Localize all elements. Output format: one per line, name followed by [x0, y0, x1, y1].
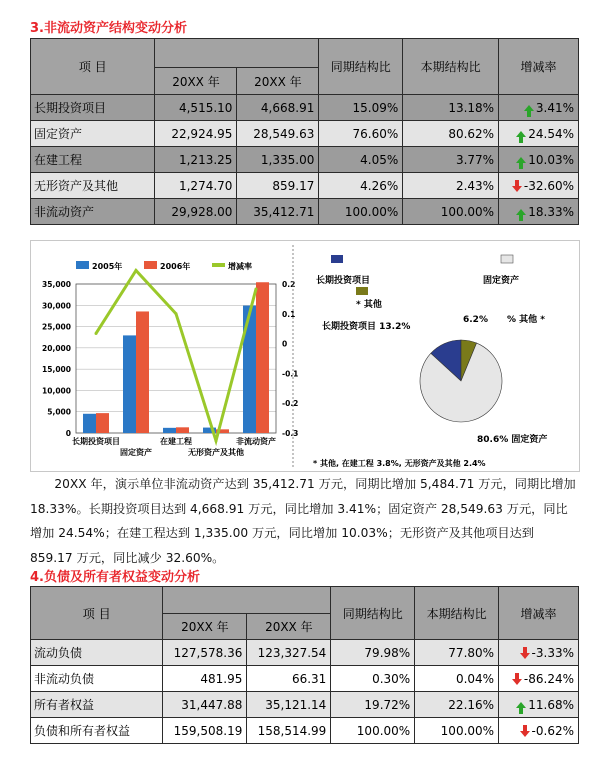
change-rate [499, 640, 579, 666]
value-year1: 22,924.95 [155, 121, 237, 147]
bar-2005 [243, 306, 256, 433]
x-tick-label: 长期投资项目 [72, 437, 120, 446]
y2-tick-label: 0 [282, 339, 288, 349]
value-year2: 35,412.71 [237, 199, 319, 225]
change-rate [499, 121, 579, 147]
change-rate-value: 10.03% [528, 152, 574, 167]
y-tick-label: 10,000 [42, 386, 71, 396]
legend-fixed-label: 固定资产 [483, 276, 520, 286]
change-rate-value: -3.33% [531, 645, 574, 660]
change-rate-value: 24.54% [528, 126, 574, 141]
header-change: 增减率 [499, 587, 579, 640]
header-change: 增减率 [499, 39, 579, 95]
header-blank [163, 587, 331, 614]
change-rate [499, 147, 579, 173]
header-cur-ratio: 本期结构比 [403, 39, 499, 95]
header-cur-ratio: 本期结构比 [415, 587, 499, 640]
header-blank [155, 39, 319, 68]
row-label: 流动负债 [31, 640, 163, 666]
cur-ratio: 3.77% [403, 147, 499, 173]
change-rate-point [215, 439, 218, 442]
y2-tick-label: -0.2 [282, 399, 299, 409]
y-tick-label: 25,000 [42, 322, 71, 332]
table-row [31, 640, 579, 666]
legend-2006-swatch [144, 261, 157, 269]
y2-tick-label: -0.1 [282, 369, 299, 379]
analysis-paragraph: 20XX 年，演示单位非流动资产达到 35,412.71 万元，同期比增加 5,484.71 万元，同期比增加 18.33%。长期投资项目达到 4,668.91 万元，同比增加 3.41%；固定资产 28,549.63 万元，同比增加 24.54%；在建工程达到 1,335.00 万元，同比增加 10.03%；无形资产及其他项目达到 859.17 万元，同比减少 32.60%。 [30, 477, 576, 565]
y-tick-label: 0 [65, 429, 71, 438]
value-year2: 158,514.99 [247, 718, 331, 744]
x-tick-label: 无形资产及其他 [188, 448, 244, 457]
change-rate [499, 173, 579, 199]
table-row [31, 95, 579, 121]
charts-svg [31, 241, 579, 471]
arrow-down-icon [512, 679, 522, 685]
arrow-up-icon [524, 105, 534, 111]
legend-change-swatch [212, 263, 225, 267]
legend-long-label: 长期投资项目 [316, 276, 371, 286]
change-rate-value: 11.68% [528, 697, 574, 712]
change-rate-point [95, 332, 98, 335]
y2-tick-label: 0.2 [282, 280, 296, 289]
pie-footnote: * 其他, 在建工程 3.8%, 无形资产及其他 2.4% [313, 459, 486, 468]
value-year1: 1,274.70 [155, 173, 237, 199]
legend-fixed-swatch [501, 255, 513, 263]
change-rate-value: -0.62% [531, 723, 574, 738]
arrow-down-icon [520, 653, 530, 659]
legend-change-label: 增减率 [228, 262, 252, 271]
header-year1: 20XX 年 [163, 614, 247, 640]
cur-ratio: 22.16% [415, 692, 499, 718]
pie-label-fixed: 80.6% 固定资产 [477, 435, 548, 445]
pie-other-name: % 其他 * [507, 315, 545, 325]
header-item: 项 目 [31, 587, 163, 640]
value-year2: 66.31 [247, 666, 331, 692]
change-rate [499, 666, 579, 692]
change-rate [499, 718, 579, 744]
liabilities-equity-table [30, 586, 579, 744]
x-tick-label: 在建工程 [160, 437, 192, 446]
bar-2005 [83, 414, 96, 433]
y-tick-label: 35,000 [42, 280, 71, 289]
value-year1: 1,213.25 [155, 147, 237, 173]
y-tick-label: 20,000 [42, 343, 71, 353]
y-tick-label: 5,000 [47, 407, 71, 417]
noncurrent-assets-table [30, 38, 579, 225]
value-year1: 29,928.00 [155, 199, 237, 225]
prev-ratio: 15.09% [319, 95, 403, 121]
arrow-down-icon [512, 186, 522, 192]
header-year2: 20XX 年 [237, 68, 319, 95]
pie-label-other: 6.2% [463, 315, 488, 325]
change-rate-point [175, 312, 178, 315]
bar-2006 [96, 413, 109, 433]
x-tick-label: 固定资产 [120, 448, 152, 457]
change-rate [499, 692, 579, 718]
change-rate-value: -86.24% [523, 671, 574, 686]
y-tick-label: 15,000 [42, 365, 71, 375]
value-year2: 859.17 [237, 173, 319, 199]
y-tick-label: 30,000 [42, 301, 71, 311]
value-year2: 1,335.00 [237, 147, 319, 173]
bar-2006 [256, 282, 269, 433]
legend-long-swatch [331, 255, 343, 263]
cur-ratio: 2.43% [403, 173, 499, 199]
legend-other-swatch [356, 287, 368, 295]
cur-ratio: 13.18% [403, 95, 499, 121]
y2-tick-label: -0.3 [282, 429, 299, 438]
value-year2: 123,327.54 [247, 640, 331, 666]
arrow-up-icon [516, 702, 526, 708]
value-year1: 4,515.10 [155, 95, 237, 121]
table-row [31, 121, 579, 147]
prev-ratio: 0.30% [331, 666, 415, 692]
change-rate-value: -32.60% [523, 178, 574, 193]
prev-ratio: 76.60% [319, 121, 403, 147]
header-item: 项 目 [31, 39, 155, 95]
header-year2: 20XX 年 [247, 614, 331, 640]
prev-ratio: 4.26% [319, 173, 403, 199]
bar-2006 [176, 427, 189, 433]
change-rate [499, 95, 579, 121]
change-rate-value: 3.41% [535, 100, 574, 115]
value-year2: 28,549.63 [237, 121, 319, 147]
cur-ratio: 100.00% [403, 199, 499, 225]
value-year1: 127,578.36 [163, 640, 247, 666]
legend-2005-swatch [76, 261, 89, 269]
value-year2: 35,121.14 [247, 692, 331, 718]
legend-2005-label: 2005年 [92, 262, 123, 271]
prev-ratio: 79.98% [331, 640, 415, 666]
x-tick-label: 非流动资产 [236, 437, 276, 446]
change-rate-line [96, 270, 256, 440]
table-row [31, 666, 579, 692]
prev-ratio: 100.00% [319, 199, 403, 225]
pie-label-long: 长期投资项目 13.2% [322, 322, 411, 332]
legend-2006-label: 2006年 [160, 262, 191, 271]
change-rate [499, 199, 579, 225]
row-label: 非流动负债 [31, 666, 163, 692]
value-year1: 31,447.88 [163, 692, 247, 718]
arrow-up-icon [516, 131, 526, 137]
bar-2006 [136, 311, 149, 433]
prev-ratio: 100.00% [331, 718, 415, 744]
header-prev-ratio: 同期结构比 [319, 39, 403, 95]
header-prev-ratio: 同期结构比 [331, 587, 415, 640]
change-rate-point [135, 269, 138, 272]
row-label: 无形资产及其他 [31, 173, 155, 199]
cur-ratio: 77.80% [415, 640, 499, 666]
y2-tick-label: 0.1 [282, 309, 296, 319]
bar-line-chart [42, 261, 298, 457]
change-rate-point [255, 287, 258, 290]
cur-ratio: 100.00% [415, 718, 499, 744]
table-row [31, 147, 579, 173]
charts-panel [30, 240, 580, 472]
row-label: 在建工程 [31, 147, 155, 173]
table-row [31, 199, 579, 225]
section4-title: 4.负债及所有者权益变动分析 [30, 570, 200, 585]
row-label: 所有者权益 [31, 692, 163, 718]
table-row [31, 173, 579, 199]
change-rate-value: 18.33% [528, 204, 574, 219]
arrow-up-icon [516, 209, 526, 215]
table-row [31, 718, 579, 744]
table-row [31, 692, 579, 718]
bar-2005 [123, 335, 136, 433]
value-year1: 481.95 [163, 666, 247, 692]
arrow-up-icon [516, 157, 526, 163]
arrow-down-icon [520, 731, 530, 737]
prev-ratio: 4.05% [319, 147, 403, 173]
cur-ratio: 0.04% [415, 666, 499, 692]
row-label: 固定资产 [31, 121, 155, 147]
cur-ratio: 80.62% [403, 121, 499, 147]
row-label: 负债和所有者权益 [31, 718, 163, 744]
value-year2: 4,668.91 [237, 95, 319, 121]
value-year1: 159,508.19 [163, 718, 247, 744]
section3-title: 3.非流动资产结构变动分析 [30, 21, 187, 36]
pie-chart [313, 255, 547, 468]
row-label: 非流动资产 [31, 199, 155, 225]
prev-ratio: 19.72% [331, 692, 415, 718]
bar-2005 [163, 428, 176, 433]
legend-other-label: * 其他 [356, 300, 382, 310]
header-year1: 20XX 年 [155, 68, 237, 95]
row-label: 长期投资项目 [31, 95, 155, 121]
